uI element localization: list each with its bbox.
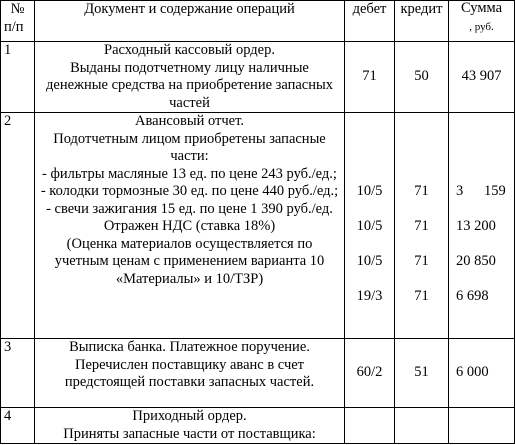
sum-item-1	[452, 183, 511, 201]
row-document	[35, 42, 345, 113]
operation-item-2: - колодки тормозные 30 ед. по цене 440 руб./ед.;	[40, 183, 339, 199]
row-document	[35, 408, 345, 444]
debit-vat: 19/3	[356, 288, 383, 304]
debit-cell	[345, 113, 395, 339]
row-number: 2	[1, 113, 35, 339]
sum-vat: 6 698	[456, 288, 489, 304]
table-row	[1, 339, 515, 408]
sum-item-1-part-b: 159	[484, 183, 506, 199]
operation-item-1: - фильтры масляные 13 ед. по цене 243 руб./ед.;	[42, 165, 337, 182]
vat-text: Отражен НДС (ставка 18%)	[103, 218, 276, 234]
credit-item-3: 71	[414, 253, 429, 269]
credit-vat: 71	[414, 288, 429, 304]
header-credit: кредит	[395, 1, 449, 42]
debit-cell: 60/2	[345, 339, 395, 408]
document-title: Выписка банка. Платежное поручение.	[69, 339, 310, 355]
header-sum-line2: , руб.	[469, 20, 494, 33]
document-title: Авансовый отчет.	[135, 113, 244, 129]
row-document	[35, 113, 345, 339]
sum-cell: 6 000	[449, 339, 515, 408]
header-debit: дебет	[345, 1, 395, 42]
header-num-line1: №	[10, 1, 25, 17]
document-title: Расходный кассовый ордер.	[104, 42, 275, 58]
operation-item-3: - свечи зажигания 15 ед. по цене 1 390 руб./ед.	[46, 200, 333, 217]
credit-cell	[395, 113, 449, 339]
credit-cell	[395, 408, 449, 444]
operation-text: Приняты запасные части от поставщика:	[63, 425, 316, 442]
credit-cell: 50	[395, 42, 449, 113]
row-number: 4	[1, 408, 35, 444]
table-row	[1, 408, 515, 444]
row-number: 3	[1, 339, 35, 408]
debit-item-1: 10/5	[356, 183, 383, 199]
sum-cell: 43 907	[449, 42, 515, 113]
header-sum-line1: Сумма	[460, 0, 503, 16]
valuation-note: (Оценка материалов осуществляется по учетным ценам с применением варианта 10 «Материалы» и 10/ТЗР)	[54, 235, 325, 287]
sum-cell	[449, 113, 515, 339]
debit-item-3: 10/5	[356, 253, 383, 269]
row-number: 1	[1, 42, 35, 113]
operation-text: Перечислен поставщику аванс в счет предстоящей поставки запасных частей.	[64, 356, 315, 390]
row-document	[35, 339, 345, 408]
sum-cell	[449, 408, 515, 444]
sum-item-1-part-a: 3	[456, 183, 464, 199]
debit-cell: 71	[345, 42, 395, 113]
table-row	[1, 113, 515, 339]
credit-cell: 51	[395, 339, 449, 408]
credit-item-2: 71	[414, 218, 429, 234]
table-row	[1, 42, 515, 113]
sum-item-2: 13 200	[456, 218, 496, 234]
header-num-line2: п/п	[4, 18, 24, 35]
header-document: Документ и содержание операций	[35, 1, 345, 42]
credit-item-1: 71	[414, 183, 429, 199]
debit-cell	[345, 408, 395, 444]
document-title: Приходный ордер.	[132, 408, 247, 424]
header-num	[1, 1, 35, 42]
table-header-row	[1, 1, 515, 42]
operation-intro: Подотчетным лицом приобретены запасные части:	[53, 130, 326, 164]
header-sum	[449, 1, 515, 42]
operation-text: Выданы подотчетному лицу наличные денежные средства на приобретение запасных частей	[46, 59, 333, 111]
debit-item-2: 10/5	[356, 218, 383, 234]
sum-item-3: 20 850	[456, 253, 496, 269]
